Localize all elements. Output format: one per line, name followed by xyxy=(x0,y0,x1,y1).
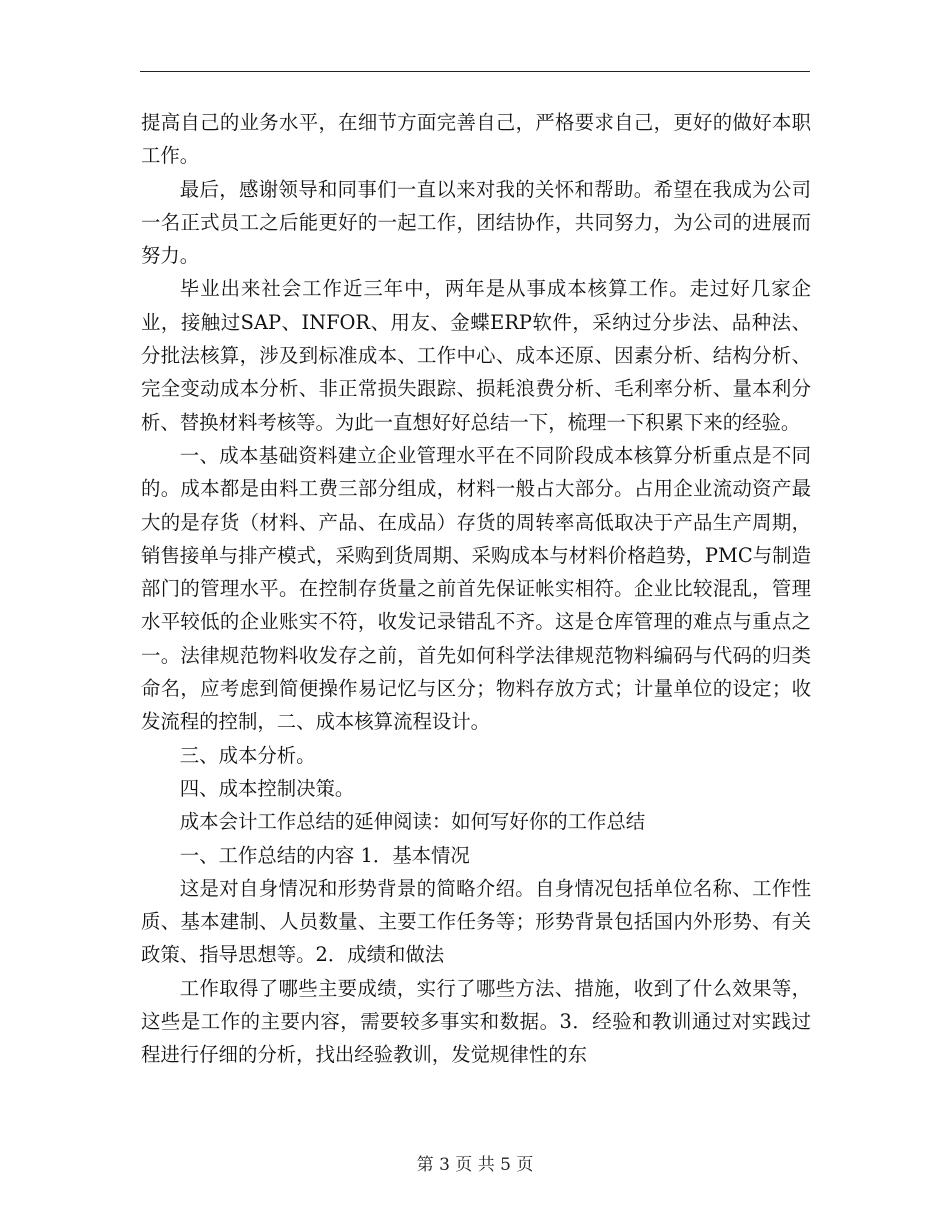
paragraph-3: 毕业出来社会工作近三年中，两年是从事成本核算工作。走过好几家企业，接触过SAP、INFOR、用友、金蝶ERP软件，采纳过分步法、品种法、分批法核算，涉及到标准成本、工作中心、成本还原、因素分析、结构分析、完全变动成本分析、非正常损失跟踪、损耗浪费分析、毛利率分析、量本利分析、替换材料考核等。为此一直想好好总结一下，梳理一下积累下来的经验。 xyxy=(141,277,811,434)
header-rule xyxy=(140,71,810,72)
paragraph-4: 一、成本基础资料建立企业管理水平在不同阶段成本核算分析重点是不同的。成本都是由料工费三部分组成，材料一般占大部分。占用企业流动资产最大的是存货（材料、产品、在成品）存货的周转率高低取决于产品生产周期，销售接单与排产模式，采购到货周期、采购成本与材料价格趋势，PMC与制造部门的管理水平。在控制存货量之前首先保证帐实相符。企业比较混乱，管理水平较低的企业账实不符，收发记录错乱不齐。这是仓库管理的难点与重点之一。法律规范物料收发存之前，首先如何科学法律规范物料编码与代码的归类命名，应考虑到简便操作易记忆与区分；物料存放方式；计量单位的设定；收发流程的控制，二、成本核算流程设计。 xyxy=(141,443,811,734)
paragraph-8: 一、工作总结的内容 1．基本情况 xyxy=(179,843,470,867)
paragraph-6: 四、成本控制决策。 xyxy=(179,776,355,800)
paragraph-10: 工作取得了哪些主要成绩，实行了哪些方法、措施，收到了什么效果等，这些是工作的主要内容，需要较多事实和数据。3．经验和教训通过对实践过程进行仔细的分析，找出经验教训，发觉规律性的东 xyxy=(141,976,811,1067)
paragraph-2: 最后，感谢领导和同事们一直以来对我的关怀和帮助。希望在我成为公司一名正式员工之后能更好的一起工作，团结协作，共同努力，为公司的进展而努力。 xyxy=(141,177,811,268)
paragraph-7: 成本会计工作总结的延伸阅读：如何写好你的工作总结 xyxy=(179,810,646,834)
paragraph-1: 提高自己的业务水平，在细节方面完善自己，严格要求自己，更好的做好本职工作。 xyxy=(141,111,811,168)
paragraph-5: 三、成本分析。 xyxy=(179,743,316,767)
paragraph-9: 这是对自身情况和形势背景的简略介绍。自身情况包括单位名称、工作性质、基本建制、人员数量、主要工作任务等；形势背景包括国内外形势、有关政策、指导思想等。2．成绩和做法 xyxy=(141,876,811,967)
page-number-footer: 第 3 页 共 5 页 xyxy=(416,1155,534,1175)
document-body xyxy=(141,106,811,1072)
